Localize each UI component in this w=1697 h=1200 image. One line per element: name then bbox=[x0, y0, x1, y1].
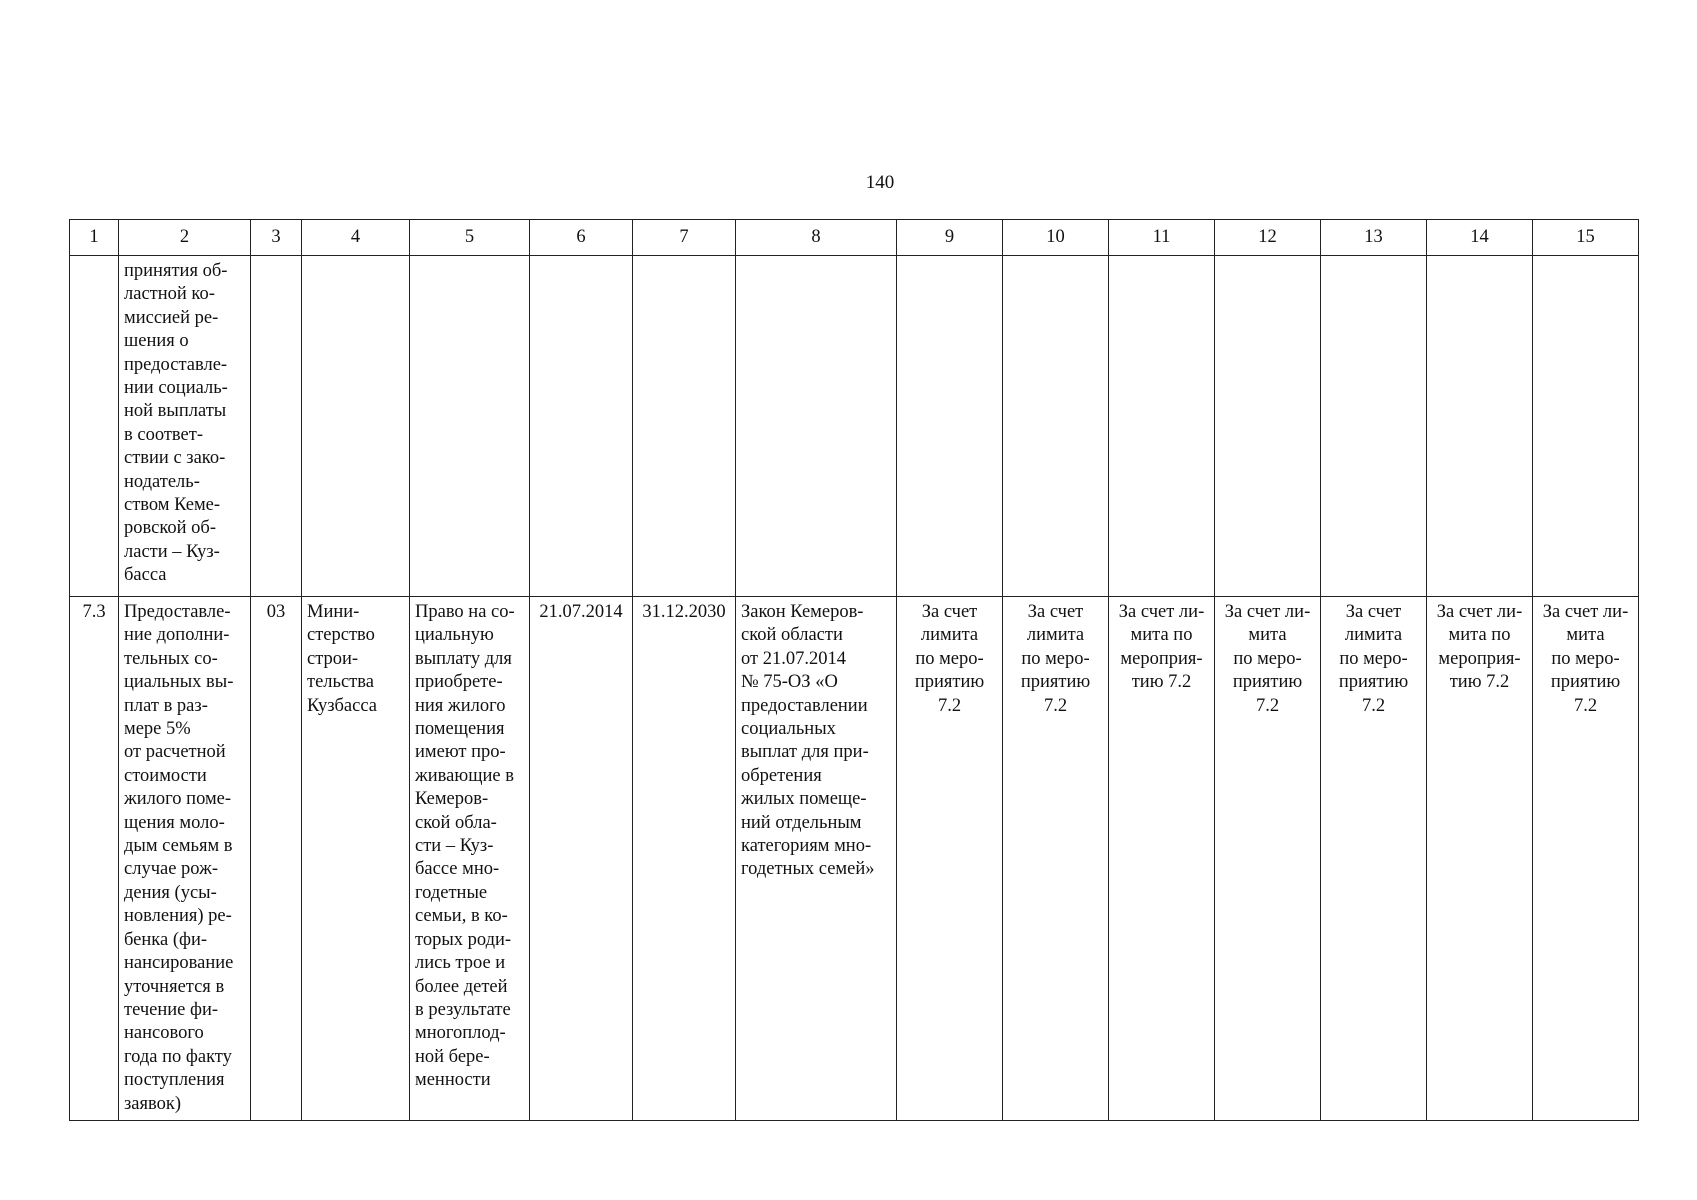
cell-code: 03 bbox=[251, 597, 302, 1121]
page-number: 140 bbox=[865, 172, 895, 193]
header-cell-9: 9 bbox=[897, 220, 1003, 256]
cell-funding: За счет ли- мита по меро- приятию 7.2 bbox=[1533, 597, 1639, 1121]
header-cell-14: 14 bbox=[1427, 220, 1533, 256]
cell-empty bbox=[1533, 256, 1639, 597]
cell-empty bbox=[736, 256, 897, 597]
header-cell-13: 13 bbox=[1321, 220, 1427, 256]
cell-start-date: 21.07.2014 bbox=[530, 597, 633, 1121]
cell-funding: За счет лимита по меро- приятию 7.2 bbox=[1321, 597, 1427, 1121]
table-row bbox=[70, 597, 1639, 1121]
cell-empty bbox=[302, 256, 410, 597]
header-cell-5: 5 bbox=[410, 220, 530, 256]
cell-empty bbox=[251, 256, 302, 597]
table-row bbox=[70, 256, 1639, 597]
header-cell-11: 11 bbox=[1109, 220, 1215, 256]
cell-responsible: Мини- стерство строи- тельства Кузбасса bbox=[302, 597, 410, 1121]
header-cell-3: 3 bbox=[251, 220, 302, 256]
cell-empty bbox=[1003, 256, 1109, 597]
cell-description: принятия об- ластной ко- миссией ре- шения о предоставле- нии социаль- ной выплаты в соответ- ствии с зако- нодатель- ством Кеме- ровской об- ласти – Куз- басса bbox=[119, 256, 251, 597]
cell-number: 7.3 bbox=[70, 597, 119, 1121]
header-cell-4: 4 bbox=[302, 220, 410, 256]
cell-empty bbox=[897, 256, 1003, 597]
header-cell-7: 7 bbox=[633, 220, 736, 256]
cell-funding: За счет ли- мита по мероприя- тию 7.2 bbox=[1109, 597, 1215, 1121]
header-row bbox=[70, 220, 1639, 256]
cell-empty bbox=[410, 256, 530, 597]
cell-empty bbox=[1109, 256, 1215, 597]
header-cell-12: 12 bbox=[1215, 220, 1321, 256]
cell-empty bbox=[530, 256, 633, 597]
cell-end-date: 31.12.2030 bbox=[633, 597, 736, 1121]
header-cell-10: 10 bbox=[1003, 220, 1109, 256]
cell-funding: За счет лимита по меро- приятию 7.2 bbox=[1003, 597, 1109, 1121]
cell-eligibility: Право на со- циальную выплату для приобрете- ния жилого помещения имеют про- живающие в Кемеров- ской обла- сти – Куз- бассе мно- годетные семьи, в ко- торых роди- лись трое и более детей в результате многоплод- ной бере- менности bbox=[410, 597, 530, 1121]
cell-description: Предоставле- ние дополни- тельных со- циальных вы- плат в раз- мере 5% от расчетной стоимости жилого поме- щения моло- дым семьям в случае рож- дения (усы- новления) ре- бенка (фи- нансирование уточняется в течение фи- нансового года по факту поступления заявок) bbox=[119, 597, 251, 1121]
header-cell-8: 8 bbox=[736, 220, 897, 256]
cell-funding: За счет ли- мита по меро- приятию 7.2 bbox=[1215, 597, 1321, 1121]
cell-number bbox=[70, 256, 119, 597]
program-table bbox=[69, 219, 1639, 1121]
cell-empty bbox=[1427, 256, 1533, 597]
cell-funding: За счет лимита по меро- приятию 7.2 bbox=[897, 597, 1003, 1121]
cell-funding: За счет ли- мита по мероприя- тию 7.2 bbox=[1427, 597, 1533, 1121]
header-cell-2: 2 bbox=[119, 220, 251, 256]
cell-empty bbox=[1321, 256, 1427, 597]
header-cell-15: 15 bbox=[1533, 220, 1639, 256]
cell-empty bbox=[633, 256, 736, 597]
cell-legal-basis: Закон Кемеров- ской области от 21.07.2014 № 75-ОЗ «О предоставлении социальных выплат для при- обретения жилых помеще- ний отдельным категориям мно- годетных семей» bbox=[736, 597, 897, 1121]
header-cell-6: 6 bbox=[530, 220, 633, 256]
header-cell-1: 1 bbox=[70, 220, 119, 256]
cell-empty bbox=[1215, 256, 1321, 597]
